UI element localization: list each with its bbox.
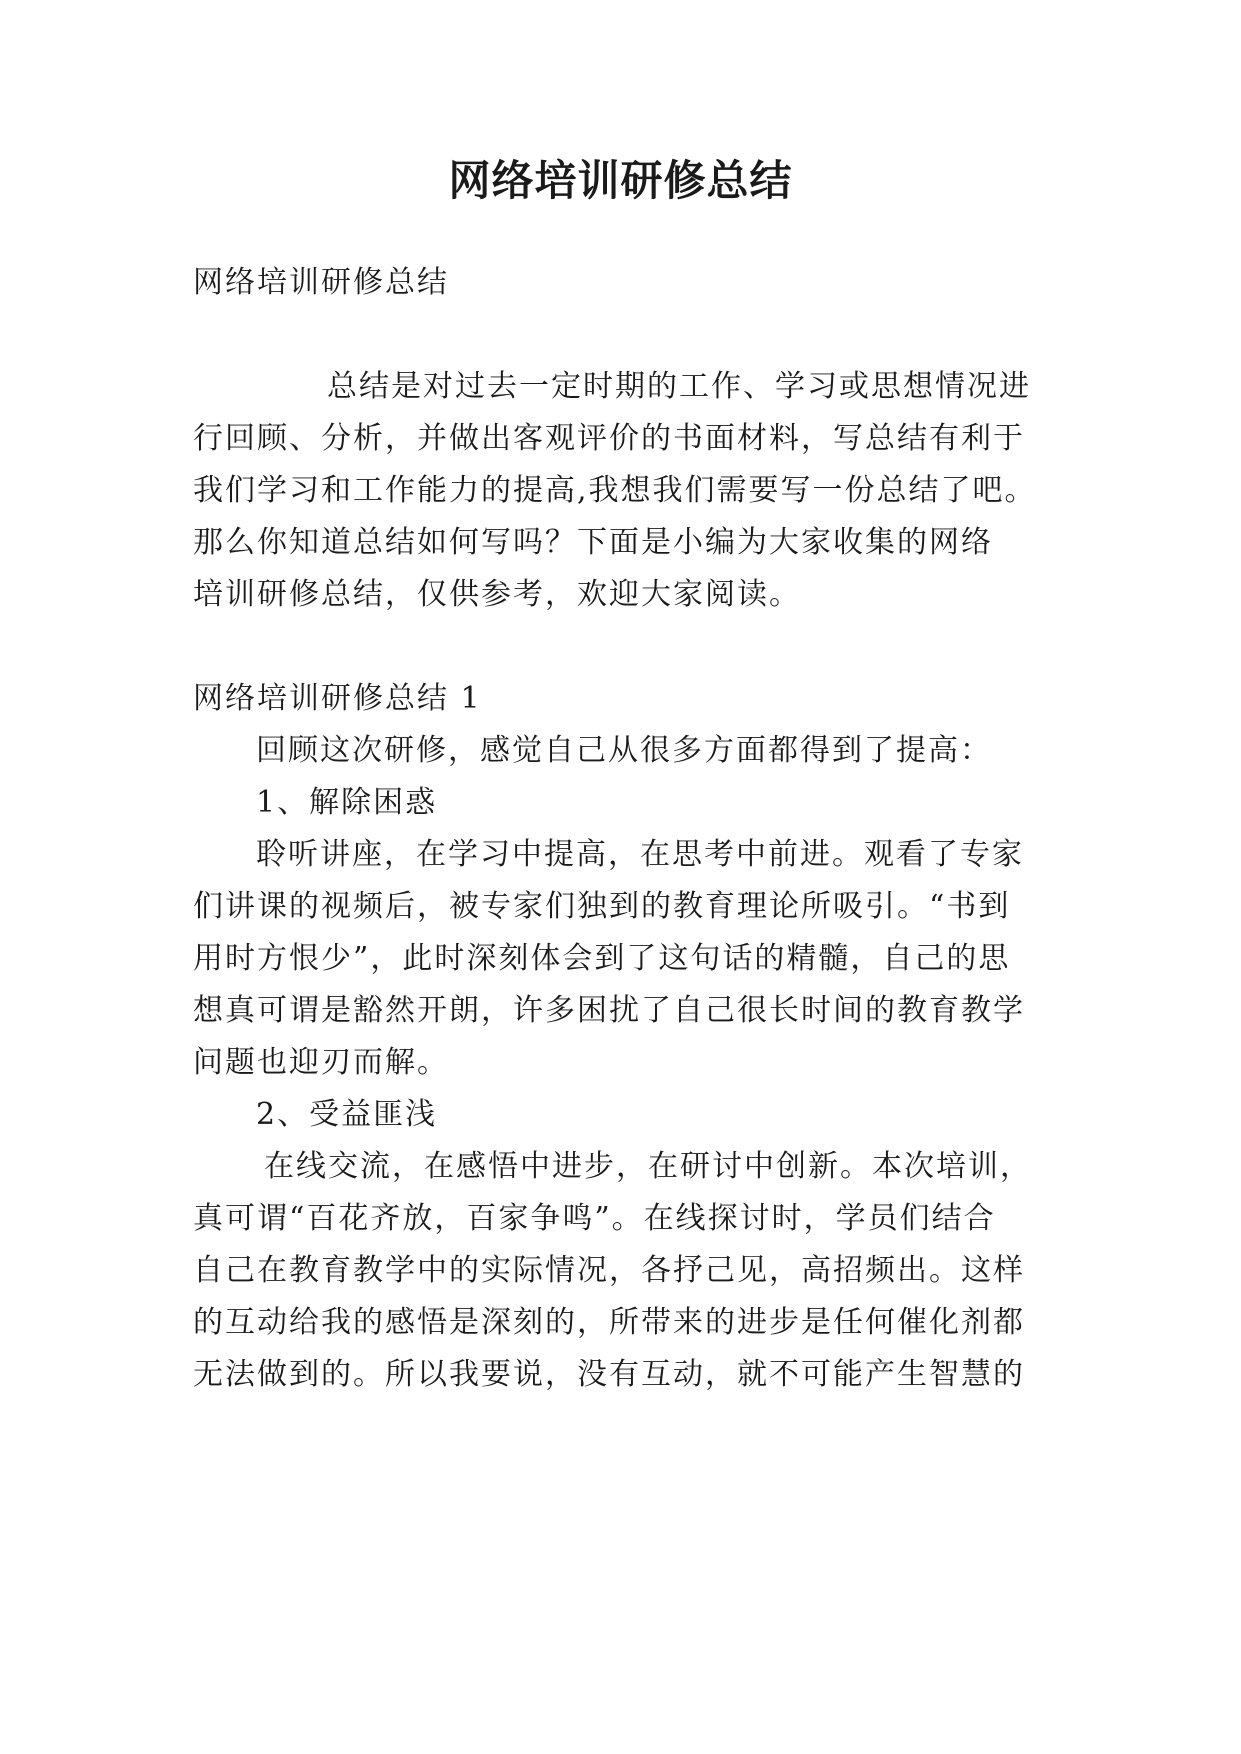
point-body-line: 聆听讲座，在学习中提高，在思考中前进。观看了专家	[256, 837, 1024, 872]
point-body-line: 用时方恨少”，此时深刻体会到了这句话的精髓，自己的思	[193, 941, 1011, 976]
point-body-line: 问题也迎刃而解。	[193, 1045, 449, 1080]
document-subtitle: 网络培训研修总结	[193, 265, 449, 300]
section-lead: 回顾这次研修，感觉自己从很多方面都得到了提高：	[256, 733, 992, 768]
intro-line: 那么你知道总结如何写吗？下面是小编为大家收集的网络	[193, 525, 993, 560]
point-body-line: 在线交流，在感悟中进步，在研讨中创新。本次培训，	[264, 1149, 1032, 1184]
intro-line: 我们学习和工作能力的提高,我想我们需要写一份总结了吧。	[193, 473, 1037, 508]
point-body-line: 的互动给我的感悟是深刻的，所带来的进步是任何催化剂都	[193, 1305, 1025, 1340]
intro-line: 总结是对过去一定时期的工作、学习或思想情况进	[327, 369, 1031, 404]
section-heading: 网络培训研修总结 1	[193, 681, 482, 716]
point-body-line: 想真可谓是豁然开朗，许多困扰了自己很长时间的教育教学	[193, 993, 1025, 1028]
point-body-line: 无法做到的。所以我要说，没有互动，就不可能产生智慧的	[193, 1357, 1025, 1392]
point-body-line: 真可谓“百花齐放，百家争鸣”。在线探讨时，学员们结合	[193, 1201, 996, 1236]
point-heading: 1、解除困惑	[256, 785, 438, 820]
point-body-line: 们讲课的视频后，被专家们独到的教育理论所吸引。“书到	[193, 889, 1011, 924]
intro-line: 行回顾、分析，并做出客观评价的书面材料，写总结有利于	[193, 421, 1025, 456]
intro-line: 培训研修总结，仅供参考，欢迎大家阅读。	[193, 577, 801, 612]
document-title: 网络培训研修总结	[448, 156, 793, 205]
point-heading: 2、受益匪浅	[256, 1097, 438, 1132]
point-body-line: 自己在教育教学中的实际情况，各抒己见，高招频出。这样	[193, 1253, 1025, 1288]
